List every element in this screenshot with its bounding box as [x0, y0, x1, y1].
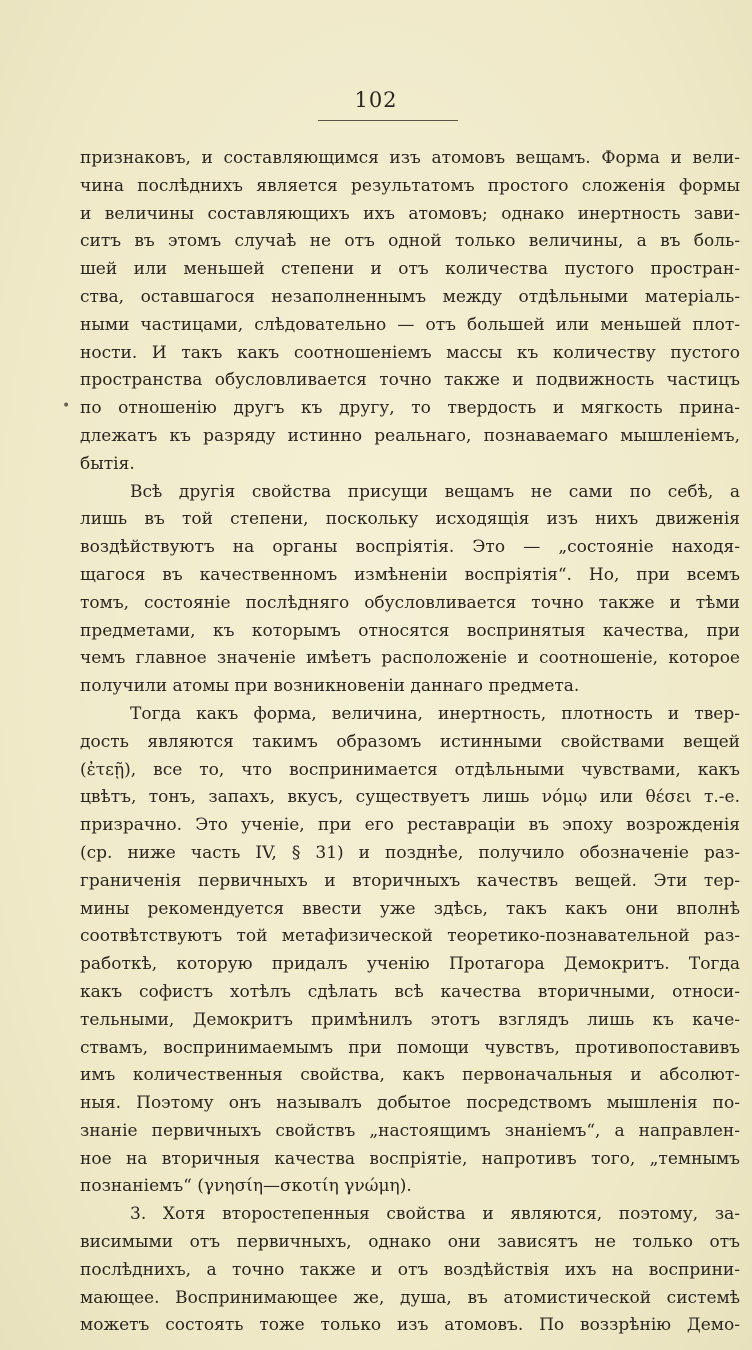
- text-line: и величины составляющихъ ихъ атомовъ; однако инертность зави-: [80, 203, 740, 224]
- text-line: мины рекомендуется ввести уже здѣсь, такъ какъ они вполнѣ: [80, 898, 740, 919]
- text-line: шей или меньшей степени и отъ количества пустого простран-: [80, 259, 740, 280]
- text-line: имъ количественныя свойства, какъ первоначальныя и абсолют-: [80, 1065, 740, 1086]
- text-line: длежатъ къ разряду истинно реальнаго, познаваемаго мышленіемъ,: [80, 425, 740, 446]
- text-line: лишь въ той степени, поскольку исходящія изъ нихъ движенія: [80, 509, 740, 530]
- text-line: тельными, Демокритъ примѣнилъ этотъ взглядъ лишь къ каче-: [80, 1009, 740, 1030]
- text-line: можетъ состоять тоже только изъ атомовъ. По воззрѣнію Демо-: [80, 1315, 740, 1336]
- text-line: щагося въ качественномъ измѣненіи воспріятія“. Но, при всемъ: [80, 564, 740, 585]
- text-line: получили атомы при возникновеніи даннаго предмета.: [80, 676, 580, 697]
- text-line: признаковъ, и составляющимся изъ атомовъ вещамъ. Форма и вели-: [80, 148, 740, 168]
- text-line: ситъ въ этомъ случаѣ не отъ одной только величины, а въ боль-: [80, 231, 740, 252]
- header-rule: [318, 120, 458, 121]
- text-line: (ср. ниже часть IV, § 31) и позднѣе, получило обозначеніе раз-: [80, 842, 740, 863]
- text-line: ности. И такъ какъ соотношеніемъ массы къ количеству пустого: [80, 342, 740, 363]
- text-line: Всѣ другія свойства присущи вещамъ не сами по себѣ, а: [130, 481, 740, 502]
- text-line: ное на вторичныя качества воспріятіе, напротивъ того, „темнымъ: [80, 1148, 740, 1169]
- text-line: знаніе первичныхъ свойствъ „настоящимъ знаніемъ“, а направлен-: [80, 1120, 740, 1141]
- text-line: висимыми отъ первичныхъ, однако они зависятъ не только отъ: [80, 1232, 740, 1253]
- text-line: по отношенію другъ къ другу, то твердость и мягкость прина-: [80, 398, 740, 419]
- text-line: дость являются такимъ образомъ истинными свойствами вещей: [80, 731, 740, 752]
- text-line: 3. Хотя второстепенныя свойства и являются, поэтому, за-: [130, 1204, 740, 1225]
- text-line: граниченія первичныхъ и вторичныхъ качествъ вещей. Эти тер-: [80, 870, 740, 891]
- text-line: какъ софистъ хотѣлъ сдѣлать всѣ качества вторичными, относи-: [80, 981, 740, 1002]
- text-line: (ἐτεῇ), все то, что воспринимается отдѣльными чувствами, какъ: [80, 759, 740, 780]
- text-line: соотвѣтствуютъ той метафизической теоретико-познавательной раз-: [80, 926, 740, 947]
- text-line: цвѣтъ, тонъ, запахъ, вкусъ, существуетъ лишь νόμῳ или θέσει т.-е.: [80, 787, 740, 808]
- text-line: мающее. Воспринимающее же, душа, въ атомистической системѣ: [80, 1287, 740, 1308]
- text-line: томъ, состояніе послѣдняго обусловливается точно также и тѣми: [80, 592, 740, 613]
- text-line: послѣднихъ, а точно также и отъ воздѣйствія ихъ на восприни-: [80, 1259, 740, 1280]
- text-line: предметами, къ которымъ относятся воспринятыя качества, при: [80, 620, 740, 641]
- text-line: чина послѣднихъ является результатомъ простого сложенія формы: [80, 175, 740, 196]
- text-line: работкѣ, которую придалъ ученію Протагора Демокритъ. Тогда: [80, 954, 740, 975]
- text-line: познаніемъ“ (γνησίη—σκοτίη γνώμη).: [80, 1176, 412, 1197]
- body-text: [80, 145, 740, 1340]
- text-line: Тогда какъ форма, величина, инертность, плотность и твер-: [130, 703, 740, 724]
- text-line: пространства обусловливается точно также и подвижность частицъ: [80, 370, 740, 391]
- text-line: воздѣйствуютъ на органы воспріятія. Это — „состояніе находя-: [80, 537, 740, 558]
- margin-mark: •: [62, 398, 71, 414]
- text-line: ствамъ, воспринимаемымъ при помощи чувствъ, противопоставивъ: [80, 1037, 740, 1058]
- text-line: бытія.: [80, 453, 135, 474]
- text-line: ными частицами, слѣдовательно — отъ большей или меньшей плот-: [80, 314, 740, 335]
- text-line: чемъ главное значеніе имѣетъ расположеніе и соотношеніе, которое: [80, 648, 740, 669]
- page-number: 102: [354, 88, 398, 112]
- text-line: ныя. Поэтому онъ называлъ добытое посредствомъ мышленія по-: [80, 1093, 740, 1114]
- text-line: ства, оставшагося незаполненнымъ между отдѣльными матеріаль-: [80, 286, 740, 307]
- text-line: призрачно. Это ученіе, при его реставраціи въ эпоху возрожденія: [80, 815, 740, 836]
